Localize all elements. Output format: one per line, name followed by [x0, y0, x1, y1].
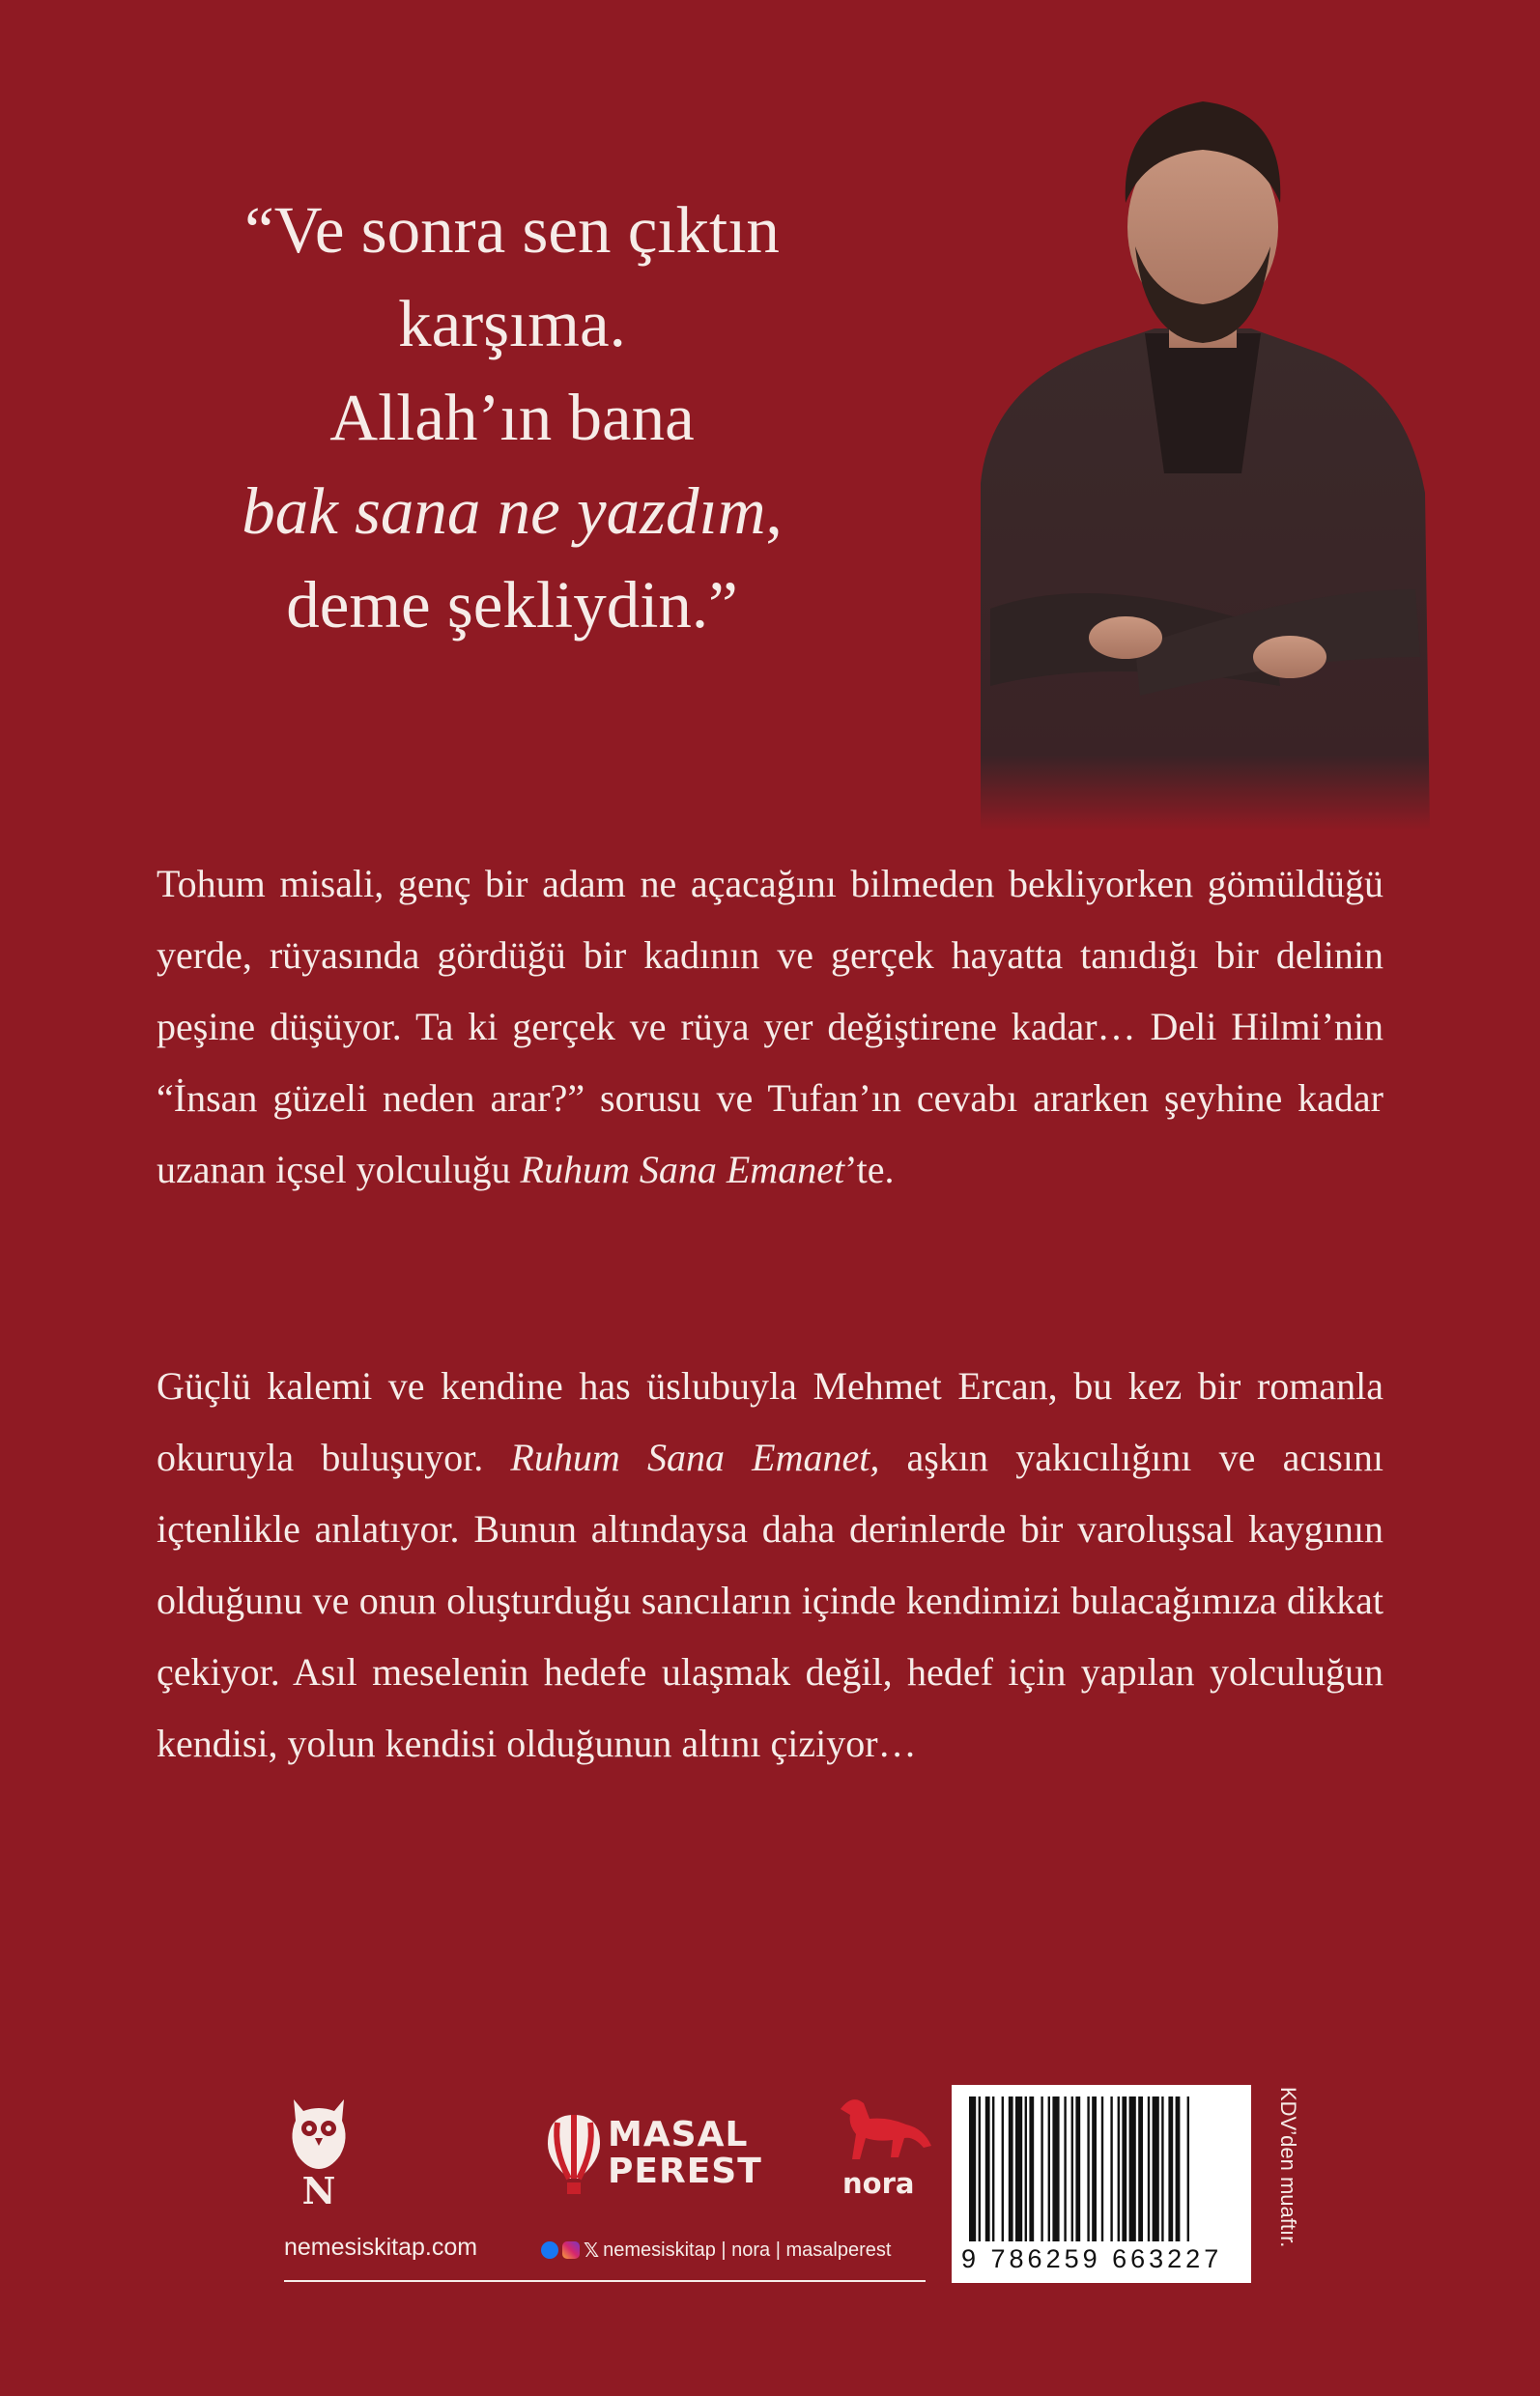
barcode-bar — [969, 2096, 976, 2241]
barcode-bar — [1153, 2096, 1159, 2241]
barcode-bar — [1101, 2096, 1103, 2241]
blurb-paragraph-2-text-2: aşkın yakıcılığını ve acısını içtenlikle anlatıyor. Bunun altındaysa daha derinlerde bir varoluşsal kaygının olduğunu ve onun oluşturduğu sancıların içinde kendimizi bulacağımıza dikkat çekiyor. Asıl meselenin hedefe ulaşmak değil, hedef için yapılan yolculuğun kendisi, yolun kendisi olduğunun altını çiziyor… — [157, 1436, 1383, 1765]
nemesis-owl-logo — [280, 2092, 357, 2208]
greyhound-icon — [831, 2090, 937, 2167]
barcode-bar — [1009, 2096, 1013, 2241]
social-handles-text: nemesiskitap | nora | masalperest — [603, 2239, 892, 2261]
author-photo — [952, 68, 1454, 831]
footer-divider — [284, 2280, 926, 2282]
barcode-bar — [1129, 2096, 1136, 2241]
barcode-bar — [1148, 2096, 1150, 2241]
isbn-barcode — [952, 2085, 1251, 2283]
barcode-bar — [1187, 2096, 1189, 2241]
quote-line-5: deme şekliydin.” — [286, 568, 738, 642]
hot-air-balloon-icon — [544, 2111, 604, 2198]
perest-text: PEREST — [608, 2152, 762, 2191]
isbn-digits: 9 786259 663227 — [961, 2244, 1223, 2273]
quote-line-4-tail: , — [765, 474, 783, 548]
barcode-bar — [1138, 2096, 1143, 2241]
barcode-bar — [1161, 2096, 1163, 2241]
barcode-bar — [1029, 2096, 1034, 2241]
barcode-bar — [1071, 2096, 1073, 2241]
barcode-bar — [1176, 2096, 1181, 2241]
barcode-bar — [1025, 2096, 1027, 2241]
barcode-bar — [1110, 2096, 1112, 2241]
barcode-bar — [1048, 2096, 1050, 2241]
barcode-bar — [1041, 2096, 1042, 2241]
barcode-bar — [1075, 2096, 1080, 2241]
owl-logo-letter: N — [301, 2169, 336, 2208]
book-title-italic-2: Ruhum Sana Emanet, — [510, 1436, 880, 1479]
barcode-bar — [1064, 2096, 1066, 2241]
quote-line-3: Allah’ın bana — [329, 381, 695, 454]
pull-quote — [126, 184, 898, 652]
masal-perest-wordmark — [608, 2117, 762, 2190]
instagram-icon — [562, 2241, 580, 2259]
barcode-bar — [1092, 2096, 1097, 2241]
social-handles — [541, 2239, 891, 2262]
masal-perest-logo — [544, 2111, 762, 2198]
blurb-paragraph-1-tail: ’te. — [844, 1148, 895, 1191]
quote-line-2: karşıma. — [398, 287, 626, 360]
barcode-bar — [985, 2096, 990, 2241]
blurb-paragraph-2 — [157, 1351, 1383, 1780]
barcode-bar — [1087, 2096, 1089, 2241]
quote-line-4-italic: bak sana ne yazdım — [242, 474, 766, 548]
barcode-bar — [992, 2096, 994, 2241]
masal-text: MASAL — [608, 2115, 749, 2154]
barcode-bars — [952, 2085, 1251, 2244]
quote-line-4 — [126, 465, 898, 558]
x-icon: 𝕏 — [584, 2239, 600, 2262]
barcode-bar — [1168, 2096, 1173, 2241]
nora-wordmark: nora — [842, 2167, 915, 2200]
nora-logo — [831, 2090, 937, 2206]
publisher-website: nemesiskitap.com — [284, 2234, 478, 2261]
barcode-bar — [1052, 2096, 1059, 2241]
barcode-bar — [1002, 2096, 1004, 2241]
barcode-bar — [1118, 2096, 1120, 2241]
blurb-paragraph-1 — [157, 848, 1383, 1206]
tax-exempt-note: KDV’den muaftır. — [1276, 2087, 1300, 2248]
barcode-bar — [979, 2096, 981, 2241]
facebook-icon — [541, 2241, 558, 2259]
book-title-italic: Ruhum Sana Emanet — [520, 1148, 845, 1191]
quote-line-1: “Ve sonra sen çıktın — [244, 193, 780, 267]
blurb-paragraph-1-text: Tohum misali, genç bir adam ne açacağını bilmeden bekliyorken gömüldüğü yerde, rüyasında gördüğü bir kadının ve gerçek hayatta tanıdığı bir delinin peşine düşüyor. Ta ki gerçek ve rüya yer değiştirene kadar… Deli Hilmi’nin “İnsan güzeli neden arar?” sorusu ve Tufan’ın cevabı ararken şeyhine kadar uzanan içsel yolculuğu — [157, 862, 1383, 1191]
barcode-bar — [1122, 2096, 1126, 2241]
blurb-paragraph-2-text-1: Güçlü kalemi ve kendine has üslubuyla Mehmet Ercan, bu kez bir romanla okuruyla buluşuyor. — [157, 1364, 1383, 1479]
barcode-bar — [1015, 2096, 1022, 2241]
